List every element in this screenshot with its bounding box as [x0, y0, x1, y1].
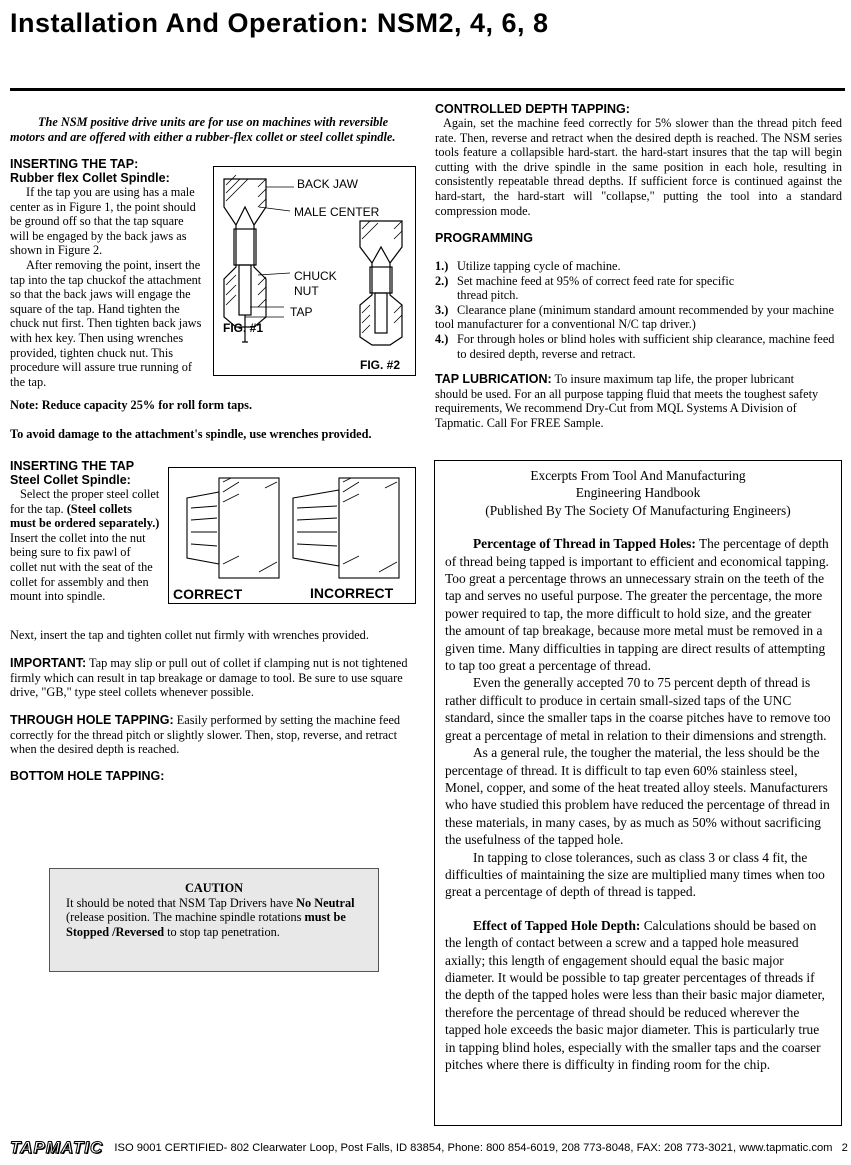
- label-nut: NUT: [294, 284, 319, 298]
- important-note: IMPORTANT: Tap may slip or pull out of collet if clamping nut is not tightened firmly which can result in tap breakage or damage to tool. Be sure to use square drive, "GB," type steel collets whenever possible.: [10, 656, 408, 700]
- list-item: 3.) Clearance plane (minimum standard amount recommended by your machine tool manufacturer for a conventional N/C tap driver.): [435, 302, 834, 332]
- label-incorrect: INCORRECT: [310, 585, 394, 601]
- page-number: 2: [841, 1141, 848, 1154]
- caution-title: CAUTION: [184, 881, 244, 895]
- paragraph: In tapping to close tolerances, such as class 3 or class 4 fit, the difficulties of maintaining the size are multiplied many times when too great a percentage of depth of thread is tapped.: [445, 849, 825, 900]
- label-back-jaw: BACK JAW: [297, 177, 358, 191]
- label-correct: CORRECT: [173, 586, 243, 602]
- excerpt-title-2: Engineering Handbook: [575, 485, 701, 501]
- label-fig1: FIG. #1: [223, 321, 264, 335]
- inserting-steel-section: [10, 459, 160, 604]
- section-heading: INSERTING THE TAP:: [10, 157, 139, 171]
- through-hole-section: THROUGH HOLE TAPPING: Easily performed by setting the machine feed correctly for the thread pitch or slightly slower. Then, stop, reverse, and retract when the desired depth is reached.: [10, 713, 401, 757]
- list-item: 1.) Utilize tapping cycle of machine.: [435, 259, 621, 273]
- paragraph: Select the proper steel collet for the tap. (Steel collets must be ordered separately.) Insert the collet into the nut being sure to fix pawl of collet nut with the seat of the collet for assembly and then mount into spindle.: [10, 487, 160, 604]
- section-heading: PROGRAMMING: [435, 231, 533, 245]
- paragraph: If the tap you are using has a male center as in Figure 1, the point should be ground off so that the tap square will be engaged by the back jaws as shown in Figure 2.: [10, 185, 196, 258]
- paragraph: After removing the point, insert the tap into the tap chuckof the attachment so that the back jaws will engage the square of the tap. Hand tighten the chuck nut first. Then tighten back jaws with hex key. Then using wrenches provided, tighten chuck nut. This procedure will assure true running of the tap.: [10, 257, 202, 389]
- section-heading: CONTROLLED DEPTH TAPPING:: [435, 102, 630, 116]
- paragraph: Again, set the machine feed correctly for 5% slower than the thread pitch feed rate. Then, reverse and retract when the desired depth is reached. The NSM series tools feature a collapsible hard-start. the hard-start insures that the tap will begin cutting with the drive spindle in the same position in each hole, resulting in consistently repeatable thread depths. If sufficient force is continued against the hard-start, the hard-start will "collapse," putting the tool into a standard compression mode.: [435, 116, 842, 218]
- note-wrenches: To avoid damage to the attachment's spindle, use wrenches provided.: [10, 427, 372, 441]
- list-item: 2.) Set machine feed at 95% of correct feed rate for specific thread pitch.: [435, 273, 735, 303]
- figure-collet-diagram: [213, 166, 416, 376]
- label-tap: TAP: [290, 305, 313, 319]
- paragraph: Effect of Tapped Hole Depth: Calculations should be based on the length of contact between a screw and a tapped hole measured axially; this length of engagement should equal the basic major diameter. It would be possible to tap greater percentages of threads if the depth of the tapped holes were less than their basic major diameter, therefore the percentage of thread should be reduced wherever the tapped hole exceeds the basic major diameter. This is particularly true in tapping blind holes, especially with the smaller taps and the coarser pitches where there is difficulty in finding room for the chip.: [445, 917, 825, 1072]
- section-heading: INSERTING THE TAP: [10, 459, 135, 473]
- excerpt-title: Excerpts From Tool And Manufacturing: [530, 468, 746, 483]
- label-chuck: CHUCK: [294, 269, 337, 283]
- figure-collet-correct-incorrect: [168, 467, 416, 604]
- handbook-excerpt-box: [434, 460, 842, 1126]
- page-footer: [10, 1138, 848, 1158]
- title-rule: [10, 88, 845, 91]
- tap-lubrication-section: TAP LUBRICATION: To insure maximum tap life, the proper lubricant should be used. For an all purpose tapping fluid that meets the toughest safety requirements, We recommend Dry-Cut from MQL Systems A Division of Tapmatic. Call For FREE Sample.: [435, 372, 819, 430]
- paragraph: As a general rule, the tougher the material, the less should be the percentage of thread. It is difficult to tap even 60% stainless steel, Monel, copper, and some of the heat treated alloy steels. Manufacturers who have studied this problem have reduced the percentage of thread in these materials, in many cases, by as much as 50% without sacrificing the usefulness of the tapped hole.: [445, 745, 830, 848]
- controlled-depth-section: [435, 102, 842, 218]
- tapmatic-logo: TAPMATIC: [10, 1138, 104, 1157]
- list-item: 4.) For through holes or blind holes with sufficient ship clearance, machine feed to desired depth, reverse and retract.: [435, 331, 835, 361]
- note-roll-form: Note: Reduce capacity 25% for roll form taps.: [10, 398, 253, 412]
- collet-comparison-drawing: [169, 468, 415, 603]
- footer-contact: ISO 9001 CERTIFIED- 802 Clearwater Loop, Post Falls, ID 83854, Phone: 800 854-6019, 208 773-8048, FAX: 208 773-3021, www.tapmatic.com: [114, 1141, 833, 1154]
- paragraph: Percentage of Thread in Tapped Holes: The percentage of depth of thread being tapped is important to efficient and economical tapping. Too great a percentage throws an unnecessary strain on the teeth of the tap and serves no useful purpose. The greater the percentage, the more power required to tap, the more difficult to hold size, and the greater the amount of tap breakage, because more metal must be removed in a given time. Many difficulties in tapping are direct results of attempting to tap too great a percentage of thread.: [445, 536, 829, 674]
- programming-section: [435, 231, 835, 361]
- label-fig2: FIG. #2: [360, 358, 401, 372]
- inserting-rubber-section: [10, 157, 205, 389]
- paragraph: Even the generally accepted 70 to 75 percent depth of thread is rather difficult to produce in certain small-sized taps of the UNC standard, since the smaller taps in the coarse pitches have to remove too great a percentage of metal in relation to their dimensions and strength.: [445, 675, 831, 743]
- caution-text: It should be noted that NSM Tap Drivers have No Neutral (release position. The machine spindle rotations must be Stopped /Reversed to stop tap penetration.: [66, 895, 355, 939]
- page-title: Installation And Operation: NSM2, 4, 6, 8: [10, 8, 549, 38]
- excerpt-subtitle: (Published By The Society Of Manufacturing Engineers): [485, 502, 791, 518]
- bottom-hole-heading: BOTTOM HOLE TAPPING:: [10, 769, 165, 783]
- section-subheading: Rubber flex Collet Spindle:: [10, 171, 170, 185]
- label-male-center: MALE CENTER: [294, 205, 380, 219]
- next-instruction: Next, insert the tap and tighten collet nut firmly with wrenches provided.: [10, 628, 369, 642]
- section-subheading: Steel Collet Spindle:: [10, 473, 131, 487]
- intro-text: The NSM positive drive units are for use on machines with reversible motors and are offered with either a rubber-flex collet or steel collet spindle.: [10, 115, 396, 144]
- caution-box: [49, 868, 379, 972]
